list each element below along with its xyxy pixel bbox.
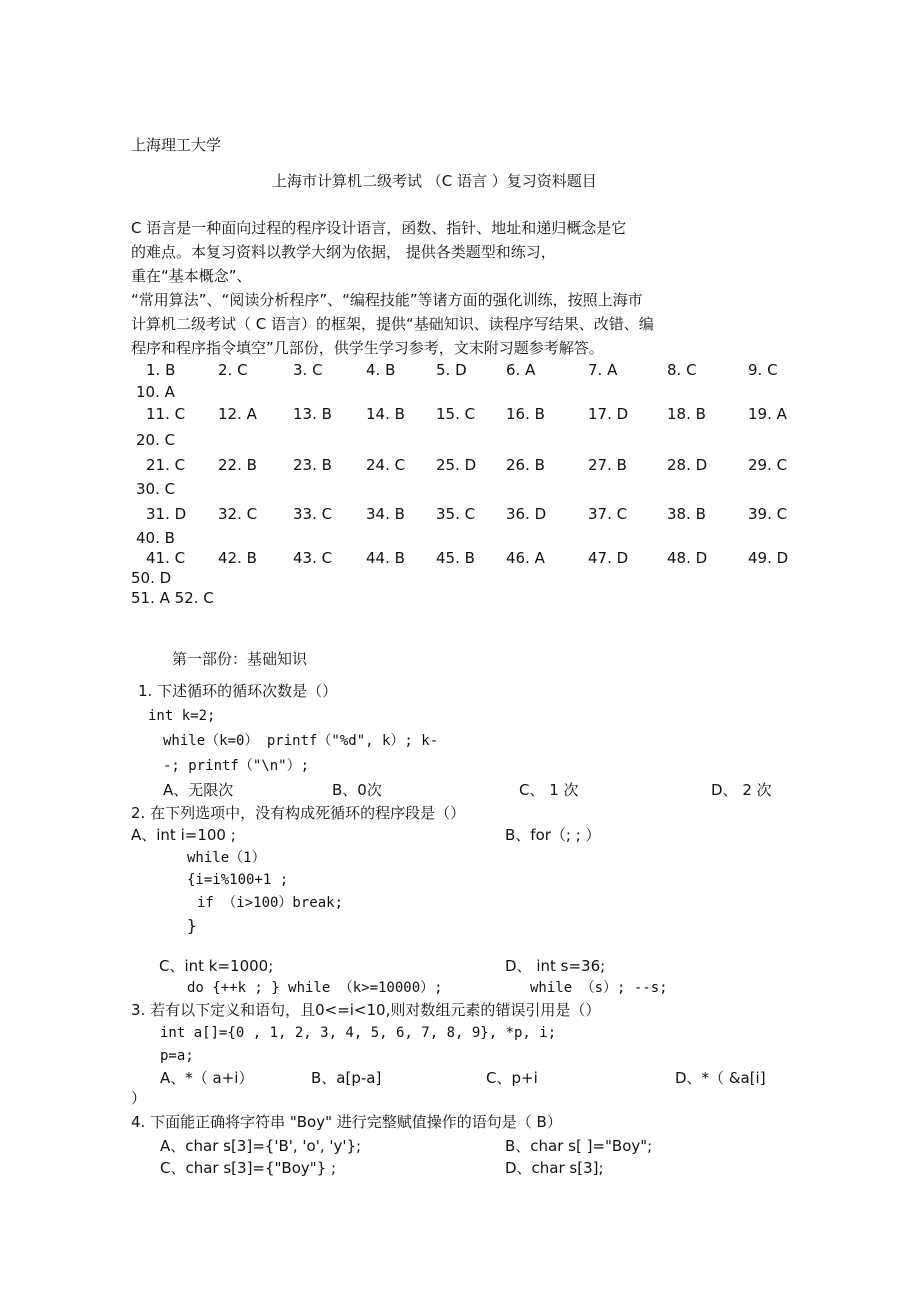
answer-item: 5. D bbox=[436, 361, 467, 379]
answer-item: 14. B bbox=[366, 405, 405, 423]
option-a: A、*（ a+i） bbox=[160, 1069, 254, 1087]
answer-item: 13. B bbox=[293, 405, 332, 423]
option-c: C、p+i bbox=[486, 1069, 538, 1087]
answer-item: 20. C bbox=[136, 431, 176, 449]
answer-item: 37. C bbox=[588, 505, 628, 523]
code-line: if （i>100）break; bbox=[197, 895, 344, 911]
option-b: B、char s[ ]="Boy"; bbox=[505, 1137, 653, 1155]
code-line: int a[]={0 , 1, 2, 3, 4, 5, 6, 7, 8, 9}, *p, i; bbox=[160, 1025, 557, 1041]
answer-item: 19. A bbox=[748, 405, 787, 423]
option-d: D、char s[3]; bbox=[505, 1159, 604, 1177]
answer-item: 38. B bbox=[667, 505, 706, 523]
option-b: B、for（; ; ） bbox=[505, 826, 601, 844]
code-line: -; printf（"\n"）; bbox=[163, 758, 310, 774]
option-a: A、char s[3]={'B', 'o', 'y'}; bbox=[160, 1137, 362, 1155]
answer-item: 25. D bbox=[436, 456, 477, 474]
code-line: while（1） bbox=[187, 850, 266, 866]
answer-item: 32. C bbox=[218, 505, 258, 523]
code-line: do {++k ; } while （k>=10000）; bbox=[187, 980, 443, 996]
answer-item: 41. C bbox=[146, 549, 186, 567]
answer-item: 21. C bbox=[146, 456, 186, 474]
answer-item: 35. C bbox=[436, 505, 476, 523]
answer-item: 49. D bbox=[748, 549, 789, 567]
answer-item: 45. B bbox=[436, 549, 475, 567]
intro-line: 重在“基本概念”、 bbox=[131, 267, 252, 285]
answer-item: 50. D bbox=[131, 569, 172, 587]
option-a: A、无限次 bbox=[163, 781, 234, 799]
answer-item: 39. C bbox=[748, 505, 788, 523]
intro-line: 计算机二级考试（ C 语言）的框架，提供“基础知识、读程序写结果、改错、编 bbox=[131, 315, 654, 333]
intro-line: 程序和程序指令填空”几部份，供学生学习参考，文末附习题参考解答。 bbox=[131, 339, 604, 357]
option-d: D、 2 次 bbox=[711, 781, 772, 799]
option-c: C、 1 次 bbox=[519, 781, 579, 799]
question-stem: 2. 在下列选项中，没有构成死循环的程序段是（） bbox=[131, 804, 466, 822]
answer-item: 30. C bbox=[136, 480, 176, 498]
question-stem: 4. 下面能正确将字符串 "Boy" 进行完整赋值操作的语句是（ B） bbox=[131, 1113, 562, 1131]
answer-item: 18. B bbox=[667, 405, 706, 423]
answer-item: 44. B bbox=[366, 549, 405, 567]
answer-item: 4. B bbox=[366, 361, 396, 379]
answer-item: 10. A bbox=[136, 383, 175, 401]
answer-item: 26. B bbox=[506, 456, 545, 474]
code-line: while （s）; --s; bbox=[530, 980, 668, 996]
code-line: while（k=0） printf（"%d", k）; k- bbox=[163, 733, 439, 749]
answer-item: 23. B bbox=[293, 456, 332, 474]
answer-item: 42. B bbox=[218, 549, 257, 567]
answer-item: 1. B bbox=[146, 361, 176, 379]
intro-line: “常用算法”、“阅读分析程序”、“编程技能”等诸方面的强化训练，按照上海市 bbox=[131, 291, 643, 309]
answer-item: 6. A bbox=[506, 361, 536, 379]
question-stem: 3. 若有以下定义和语句，且0<=i<10,则对数组元素的错误引用是（） bbox=[131, 1001, 601, 1019]
answer-item: 2. C bbox=[218, 361, 248, 379]
answer-item: 48. D bbox=[667, 549, 708, 567]
answer-item: 7. A bbox=[588, 361, 618, 379]
answer-item: 15. C bbox=[436, 405, 476, 423]
answer-item: 16. B bbox=[506, 405, 545, 423]
answer-item: 8. C bbox=[667, 361, 697, 379]
answer-item: 34. B bbox=[366, 505, 405, 523]
option-b: B、0次 bbox=[332, 781, 382, 799]
section-heading: 第一部份：基础知识 bbox=[172, 650, 308, 668]
answer-item: 28. D bbox=[667, 456, 708, 474]
answer-item: 51. A 52. C bbox=[131, 589, 214, 607]
answer-item: 43. C bbox=[293, 549, 333, 567]
answer-item: 40. B bbox=[136, 529, 175, 547]
intro-line: 的难点。本复习资料以教学大纲为依据， 提供各类题型和练习， bbox=[131, 243, 556, 261]
answer-item: 22. B bbox=[218, 456, 257, 474]
institution-name: 上海理工大学 bbox=[131, 136, 222, 154]
option-d: D、 int s=36; bbox=[505, 957, 606, 975]
option-d: D、*（ &a[i] bbox=[675, 1069, 766, 1087]
option-c: C、char s[3]={"Boy"} ; bbox=[160, 1159, 337, 1177]
answer-item: 31. D bbox=[146, 505, 187, 523]
answer-item: 36. D bbox=[506, 505, 547, 523]
code-line: } bbox=[187, 916, 197, 935]
option-b: B、a[p-a] bbox=[311, 1069, 382, 1087]
answer-item: 27. B bbox=[588, 456, 627, 474]
answer-item: 3. C bbox=[293, 361, 323, 379]
answer-item: 9. C bbox=[748, 361, 778, 379]
answer-item: 24. C bbox=[366, 456, 406, 474]
code-line: {i=i%100+1 ; bbox=[187, 872, 289, 888]
code-line: p=a; bbox=[160, 1048, 194, 1064]
answer-item: 29. C bbox=[748, 456, 788, 474]
document-title: 上海市计算机二级考试 （C 语言 ）复习资料题目 bbox=[272, 172, 597, 190]
code-line: int k=2; bbox=[148, 708, 216, 724]
answer-item: 33. C bbox=[293, 505, 333, 523]
intro-line: C 语言是一种面向过程的程序设计语言，函数、指针、地址和递归概念是它 bbox=[131, 219, 627, 237]
question-stem: 1. 下述循环的循环次数是（） bbox=[138, 682, 338, 700]
answer-item: 17. D bbox=[588, 405, 629, 423]
answer-item: 12. A bbox=[218, 405, 257, 423]
option-c: C、int k=1000; bbox=[159, 957, 274, 975]
answer-item: 47. D bbox=[588, 549, 629, 567]
answer-item: 11. C bbox=[146, 405, 186, 423]
answer-item: 46. A bbox=[506, 549, 545, 567]
option-d-continued: ） bbox=[131, 1089, 147, 1107]
option-a: A、int i=100 ; bbox=[131, 826, 236, 844]
